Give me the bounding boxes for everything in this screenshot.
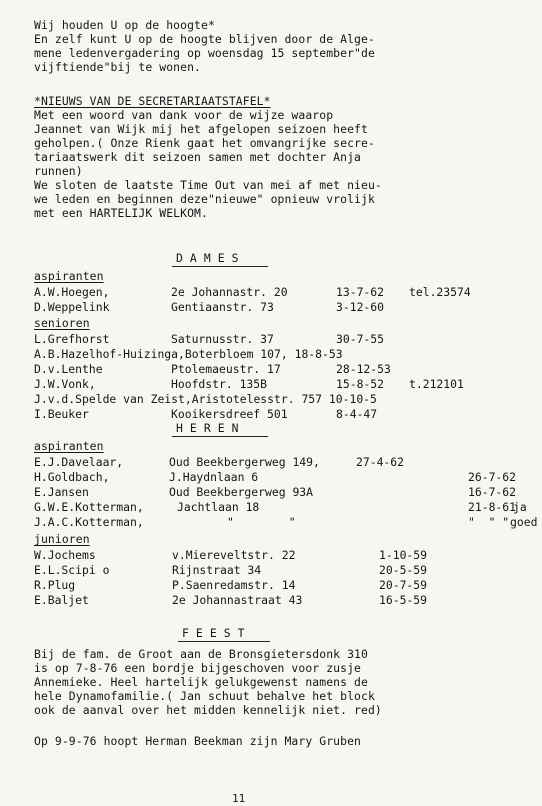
heren-heading: H E R E N (176, 421, 239, 435)
feest-last-line: Op 9-9-76 hoopt Herman Beekman zijn Mary Gruben (34, 734, 362, 748)
member-birthdate: 30-7-55 (336, 332, 385, 346)
member-address: Oud Beekbergerweg 149, (169, 455, 320, 469)
secretariaat-heading: *NIEUWS VAN DE SECRETARIAATSTAFEL* (34, 94, 271, 108)
member-row (34, 407, 542, 421)
member-row (34, 300, 542, 314)
intro-line: Wij houden U op de hoogte* (34, 18, 215, 32)
member-birthdate: 21-8-61 (468, 500, 517, 514)
member-name: W.Jochems (34, 548, 96, 562)
heren-junioren-label: junioren (34, 532, 90, 546)
member-address: Kooikersdreef 501 (171, 407, 288, 421)
member-birthdate: 26-7-62 (468, 470, 517, 484)
member-phone: tel.23574 (409, 285, 471, 299)
member-name: H.Goldbach, (34, 470, 110, 484)
member-address: Saturnusstr. 37 (171, 332, 274, 346)
member-address: Gentiaanstr. 73 (171, 300, 274, 314)
intro-line: mene ledenvergadering op woensdag 15 september"de (34, 46, 375, 60)
member-birthdate: 20-5-59 (379, 563, 428, 577)
member-birthdate: 28-12-53 (336, 362, 391, 376)
intro-line: vijftiende"bij te wonen. (34, 60, 201, 74)
member-name: J.W.Vonk, (34, 377, 96, 391)
member-row (34, 548, 542, 562)
member-row (34, 332, 542, 346)
member-birthdate: 1-10-59 (379, 548, 428, 562)
member-address: " " (227, 515, 296, 529)
member-address: Hoofdstr. 135B (171, 377, 268, 391)
member-birthdate: 13-7-62 (336, 285, 385, 299)
feest-heading: F E E S T (182, 626, 245, 640)
member-full-line: J.v.d.Spelde van Zeist,Aristotelesstr. 757 10-10-5 (34, 392, 377, 406)
member-birthdate: 15-8-52 (336, 377, 385, 391)
member-address: J.Haydnlaan 6 (169, 470, 259, 484)
member-note: ja (513, 500, 527, 514)
member-row (34, 470, 542, 484)
member-birthdate: 3-12-60 (336, 300, 385, 314)
member-birthdate: 16-5-59 (379, 593, 428, 607)
dames-heading: D A M E S (176, 251, 239, 265)
secretariaat-line: geholpen.( Onze Rienk gaat het omvangrijke secre- (34, 136, 375, 150)
intro-line: En zelf kunt U op de hoogte blijven door de Alge- (34, 32, 375, 46)
member-name: D.Weppelink (34, 300, 110, 314)
secretariaat-line: Jeannet van Wijk mij het afgelopen seizoen heeft (34, 122, 368, 136)
member-row (34, 515, 542, 529)
secretariaat-line: met een HARTELIJK WELKOM. (34, 206, 208, 220)
member-name: J.A.C.Kotterman, (34, 515, 144, 529)
member-birthdate: 8-4-47 (336, 407, 378, 421)
member-address: 2e Johannastraat 43 (172, 593, 303, 607)
member-birthdate: " " " (468, 515, 510, 529)
dames-aspiranten-label: aspiranten (34, 269, 104, 283)
member-name: E.Jansen (34, 485, 89, 499)
page-number: 11 (232, 792, 246, 805)
member-note: goed (510, 515, 538, 529)
feest-line: ook de aanval over het midden kennelijk niet. red) (34, 703, 382, 717)
member-row (34, 500, 542, 514)
member-address: Jachtlaan 18 (177, 500, 260, 514)
member-phone: t.212101 (409, 377, 464, 391)
member-row (34, 392, 542, 406)
member-address: v.Miereveltstr. 22 (172, 548, 296, 562)
member-name: D.v.Lenthe (34, 362, 103, 376)
member-name: I.Beuker (34, 407, 89, 421)
member-row (34, 455, 542, 469)
member-row (34, 377, 542, 391)
dames-senioren-label: senioren (34, 316, 90, 330)
member-birthdate: 16-7-62 (468, 485, 517, 499)
member-address: P.Saenredamstr. 14 (172, 578, 296, 592)
member-address: Ptolemaeustr. 17 (171, 362, 281, 376)
member-name: E.Baljet (34, 593, 89, 607)
heren-aspiranten-label: aspiranten (34, 439, 104, 453)
feest-line: is op 7-8-76 een bordje bijgeschoven voor zusje (34, 661, 362, 675)
member-name: E.J.Davelaar, (34, 455, 124, 469)
member-row (34, 362, 542, 376)
member-birthdate: 27-4-62 (356, 455, 405, 469)
member-birthdate: 20-7-59 (379, 578, 428, 592)
heren-heading-rule (172, 436, 268, 437)
member-row (34, 593, 542, 607)
feest-line: Bij de fam. de Groot aan de Bronsgietersdonk 310 (34, 647, 368, 661)
secretariaat-line: tariaatswerk dit seizoen samen met dochter Anja (34, 150, 362, 164)
member-address: Oud Beekbergerweg 93A (169, 485, 314, 499)
secretariaat-line: We sloten de laatste Time Out van mei af met nieu- (34, 178, 382, 192)
member-row (34, 563, 542, 577)
member-row (34, 285, 542, 299)
member-row (34, 485, 542, 499)
secretariaat-line: Met een woord van dank voor de wijze waarop (34, 108, 334, 122)
member-row (34, 347, 542, 361)
feest-heading-rule (178, 641, 270, 642)
member-full-line: A.B.Hazelhof-Huizinga,Boterbloem 107, 18-8-53 (34, 347, 343, 361)
feest-line: hele Dynamofamilie.( Jan schuut behalve het block (34, 689, 375, 703)
member-name: R.Plug (34, 578, 76, 592)
member-address: 2e Johannastr. 20 (171, 285, 288, 299)
feest-line: Annemieke. Heel hartelijk gelukgewenst namens de (34, 675, 368, 689)
secretariaat-line: runnen) (34, 164, 83, 178)
member-name: G.W.E.Kotterman, (34, 500, 144, 514)
member-row (34, 578, 542, 592)
secretariaat-line: we leden en beginnen deze"nieuwe" opnieuw vrolijk (34, 192, 375, 206)
member-address: Rijnstraat 34 (172, 563, 262, 577)
member-name: A.W.Hoegen, (34, 285, 110, 299)
member-name: E.L.Scipi o (34, 563, 110, 577)
member-name: L.Grefhorst (34, 332, 110, 346)
dames-heading-rule (172, 266, 268, 267)
